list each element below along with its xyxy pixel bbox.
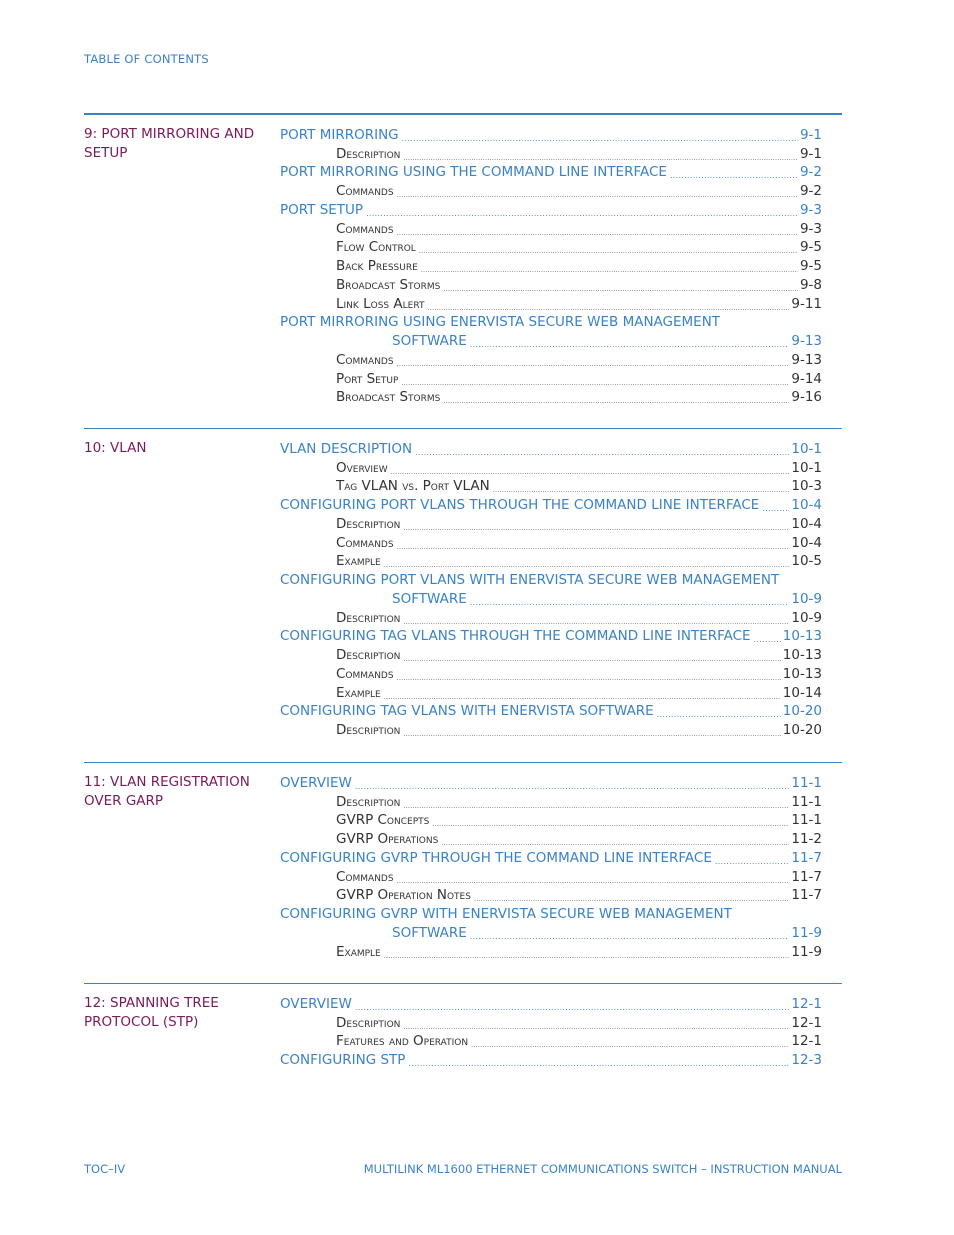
toc-entry-title: Back Pressure [336, 258, 418, 274]
dot-leader [474, 889, 789, 903]
toc-entry-title: Overview [336, 459, 388, 476]
toc-entry-title: CONFIGURING TAG VLANS THROUGH THE COMMAND LINE INTERFACE [280, 628, 751, 645]
toc-section-link[interactable] [280, 438, 822, 457]
toc-section-link[interactable] [280, 199, 822, 218]
toc-page-number: 9-2 [799, 164, 822, 181]
running-header: TABLE OF CONTENTS [84, 52, 209, 66]
chapter-title-line: PROTOCOL (STP) [84, 1013, 199, 1030]
toc-page-number: 9-5 [799, 239, 822, 256]
dot-leader [403, 518, 789, 532]
toc-page-number: 9-11 [791, 295, 822, 312]
dot-leader [470, 335, 790, 349]
dot-leader [391, 462, 790, 476]
toc-page-number: 9-1 [799, 145, 822, 162]
toc-chapter [84, 762, 842, 960]
dot-leader [403, 649, 780, 663]
dot-leader [408, 1054, 789, 1068]
toc-page-number: 9-14 [791, 370, 822, 387]
toc-subsection-entry [280, 476, 822, 495]
toc-entry-title: OVERVIEW [280, 995, 352, 1012]
toc-section-link[interactable] [280, 1049, 822, 1068]
toc-page-number: 10-20 [782, 722, 822, 738]
toc-page-number: 12-1 [791, 1014, 822, 1031]
toc-entry-title: Features and Operation [336, 1033, 469, 1050]
toc-page-number: 10-14 [782, 684, 822, 701]
toc-page-number: 11-1 [791, 793, 822, 810]
dot-leader [397, 223, 798, 237]
dot-leader [470, 593, 790, 607]
toc-page-number: 9-2 [799, 183, 822, 199]
toc-entry-list [280, 438, 822, 738]
toc-entry-title: PORT SETUP [280, 201, 364, 218]
dot-leader [493, 480, 790, 494]
dot-leader [384, 687, 781, 701]
toc-entry-title: GVRP Operations [336, 831, 439, 847]
toc-section-link[interactable] [280, 162, 822, 181]
chapter-title [84, 125, 264, 162]
toc-entry-title: VLAN DESCRIPTION [280, 440, 413, 457]
toc-entry-title: Commands [336, 220, 394, 237]
toc-page-number: 12-1 [791, 995, 822, 1012]
toc-entry-title: Broadcast Storms [336, 389, 441, 406]
toc-entry-title: Commands [336, 534, 394, 551]
dot-leader [670, 166, 798, 180]
toc-subsection-entry [280, 682, 822, 701]
toc-entry-title: CONFIGURING GVRP WITH ENERVISTA SECURE WEB MANAGEMENT [280, 906, 732, 922]
dot-leader [415, 443, 789, 457]
toc-entry-title: Commands [336, 868, 394, 885]
chapter-title-line: OVER GARP [84, 792, 164, 809]
toc-entry-title: Link Loss Alert [336, 295, 425, 312]
toc-entry-list [280, 993, 822, 1068]
chapter-title-line: 9: PORT MIRRORING AND [84, 126, 255, 142]
toc-entry-list [280, 124, 822, 405]
dot-leader [403, 796, 789, 810]
toc-subsection-entry [280, 349, 822, 368]
toc-page-number: 11-9 [791, 943, 822, 960]
toc-page-number: 10-9 [791, 609, 822, 626]
toc-page-number: 9-16 [791, 389, 822, 406]
chapter-title-line: 10: VLAN [84, 440, 147, 456]
dot-leader [427, 298, 789, 312]
toc-subsection-entry [280, 274, 822, 293]
toc-entry-title: Commands [336, 351, 394, 368]
toc-entry-title: Commands [336, 183, 394, 199]
toc-subsection-entry [280, 457, 822, 476]
dot-leader [441, 833, 789, 847]
dot-leader [443, 279, 798, 293]
toc-subsection-entry [280, 255, 822, 274]
toc-section-link[interactable] [280, 993, 822, 1012]
toc-page-number: 10-5 [791, 553, 822, 570]
toc-entry-title: PORT MIRRORING USING THE COMMAND LINE INTERFACE [280, 164, 667, 181]
toc-subsection-entry [280, 513, 822, 532]
toc-page-number: 11-2 [791, 831, 822, 847]
toc-page-number: 10-3 [791, 478, 822, 495]
toc-entry-title: PORT MIRRORING [280, 126, 399, 143]
toc-page-number: 11-7 [791, 868, 822, 885]
dot-leader [403, 724, 780, 738]
chapter-title-line: 11: VLAN REGISTRATION [84, 774, 250, 790]
toc-section-link[interactable] [280, 626, 822, 645]
toc-page-number: 9-13 [791, 351, 822, 368]
toc-section-link[interactable] [280, 922, 822, 941]
toc-page-number: 11-1 [791, 812, 822, 829]
toc-page-number: 9-5 [799, 258, 822, 274]
chapter-title [84, 994, 264, 1031]
toc-page-number: 9-1 [799, 126, 822, 143]
dot-leader [355, 777, 789, 791]
toc-page-number: 10-1 [791, 459, 822, 476]
toc-entry-title: SOFTWARE [392, 924, 467, 941]
toc-subsection-entry [280, 237, 822, 256]
toc-subsection-entry [280, 828, 822, 847]
toc-page-number: 10-13 [782, 647, 822, 663]
toc-entry-title: CONFIGURING PORT VLANS WITH ENERVISTA SECURE WEB MANAGEMENT [280, 572, 780, 588]
toc-chapter [84, 428, 842, 738]
toc-subsection-entry [280, 644, 822, 663]
toc-page-number: 11-7 [791, 887, 822, 904]
dot-leader [397, 354, 790, 368]
toc-page-number: 11-9 [791, 924, 822, 941]
dot-leader [443, 391, 789, 405]
toc-entry-title: Example [336, 943, 381, 960]
dot-leader [366, 204, 798, 218]
dot-leader [762, 499, 789, 513]
toc-page-number: 12-1 [791, 1033, 822, 1050]
dot-leader [403, 1017, 789, 1031]
toc-entry-title: Description [336, 793, 401, 810]
toc-section-link[interactable] [280, 124, 822, 143]
toc-subsection-entry [280, 387, 822, 406]
toc-entry-title: Commands [336, 665, 394, 682]
dot-leader [397, 668, 781, 682]
dot-leader [397, 185, 798, 199]
toc-section-link[interactable] [280, 903, 822, 922]
dot-leader [403, 148, 798, 162]
toc-section-link[interactable] [280, 588, 822, 607]
toc-entry-title: Example [336, 553, 381, 570]
dot-leader [355, 998, 789, 1012]
toc-entry-title: CONFIGURING TAG VLANS WITH ENERVISTA SOFTWARE [280, 703, 654, 720]
toc-page-number: 10-13 [782, 665, 822, 682]
toc-section-link[interactable] [280, 772, 822, 791]
chapter-title [84, 773, 264, 810]
toc-page-number: 10-4 [791, 534, 822, 551]
toc-entry-title: Description [336, 1014, 401, 1031]
toc-subsection-entry [280, 885, 822, 904]
dot-leader [397, 871, 790, 885]
page-number: TOC–IV [84, 1162, 126, 1176]
dot-leader [384, 555, 790, 569]
toc-page-number: 9-3 [799, 220, 822, 237]
toc-subsection-entry [280, 663, 822, 682]
chapter-title [84, 439, 264, 458]
dot-leader [657, 705, 781, 719]
toc-subsection-entry [280, 941, 822, 960]
toc-section-link[interactable] [280, 847, 822, 866]
dot-leader [419, 241, 798, 255]
toc-subsection-entry [280, 293, 822, 312]
toc-section-link[interactable] [280, 312, 822, 331]
dot-leader [715, 852, 789, 866]
toc-subsection-entry [280, 791, 822, 810]
toc-entry-title: Tag VLAN vs. Port VLAN [336, 478, 490, 495]
toc-entry-title: Description [336, 145, 401, 162]
toc-section-link[interactable] [280, 330, 822, 349]
toc-entry-title: SOFTWARE [392, 333, 467, 349]
dot-leader [432, 814, 789, 828]
toc-subsection-entry [280, 180, 822, 199]
toc-entry-title: SOFTWARE [392, 590, 467, 607]
toc-subsection-entry [280, 866, 822, 885]
toc-entry-title: Broadcast Storms [336, 276, 441, 293]
dot-leader [471, 1035, 789, 1049]
toc-section-link[interactable] [280, 569, 822, 588]
toc-entry-title: Flow Control [336, 239, 416, 256]
manual-title: MULTILINK ML1600 ETHERNET COMMUNICATIONS SWITCH – INSTRUCTION MANUAL [363, 1162, 842, 1176]
toc-page-number: 9-8 [799, 276, 822, 293]
toc-section-link[interactable] [280, 701, 822, 720]
toc-entry-title: Description [336, 722, 401, 738]
toc-subsection-entry [280, 532, 822, 551]
toc-entry-title: OVERVIEW [280, 774, 352, 791]
dot-leader [402, 129, 798, 143]
toc-entry-title: CONFIGURING GVRP THROUGH THE COMMAND LINE INTERFACE [280, 849, 712, 866]
dot-leader [397, 537, 790, 551]
toc-subsection-entry [280, 218, 822, 237]
toc-entry-list [280, 772, 822, 960]
toc-section-link[interactable] [280, 494, 822, 513]
chapter-title-line: SETUP [84, 144, 128, 161]
dot-leader [384, 946, 790, 960]
toc-subsection-entry [280, 143, 822, 162]
toc-page-number: 10-9 [791, 590, 822, 607]
toc-page-number: 9-3 [799, 201, 822, 218]
toc-entry-title: Description [336, 647, 401, 663]
toc-page-number: 10-4 [791, 515, 822, 532]
dot-leader [403, 612, 789, 626]
toc-entry-title: GVRP Concepts [336, 812, 430, 829]
toc-entry-title: Example [336, 684, 381, 701]
dot-leader [470, 927, 790, 941]
toc-subsection-entry [280, 551, 822, 570]
toc-entry-title: CONFIGURING STP [280, 1052, 406, 1068]
chapter-title-line: 12: SPANNING TREE [84, 995, 219, 1011]
toc-page-number: 10-4 [791, 497, 822, 513]
toc-entry-title: GVRP Operation Notes [336, 887, 471, 904]
toc-subsection-entry [280, 607, 822, 626]
toc-page-number: 10-20 [782, 703, 822, 720]
toc-page-number: 10-13 [782, 628, 822, 645]
toc-subsection-entry [280, 1012, 822, 1031]
dot-leader [754, 630, 781, 644]
toc-chapter [84, 113, 842, 406]
toc-page-number: 12-3 [791, 1052, 822, 1068]
toc-subsection-entry [280, 1031, 822, 1050]
toc-subsection-entry [280, 368, 822, 387]
toc-entry-title: CONFIGURING PORT VLANS THROUGH THE COMMAND LINE INTERFACE [280, 497, 760, 513]
toc-chapter [84, 983, 842, 1068]
toc-page-number: 10-1 [791, 440, 822, 457]
toc-page-number: 11-7 [791, 849, 822, 866]
toc-subsection-entry [280, 810, 822, 829]
dot-leader [421, 260, 798, 274]
toc-subsection-entry [280, 719, 822, 738]
toc-entry-title: PORT MIRRORING USING ENERVISTA SECURE WEB MANAGEMENT [280, 314, 721, 331]
toc-page-number: 11-1 [791, 774, 822, 791]
toc-entry-title: Description [336, 609, 401, 626]
dot-leader [401, 373, 789, 387]
toc-entry-title: Description [336, 515, 401, 532]
toc-page-number: 9-13 [791, 333, 822, 349]
toc-entry-title: Port Setup [336, 370, 399, 387]
